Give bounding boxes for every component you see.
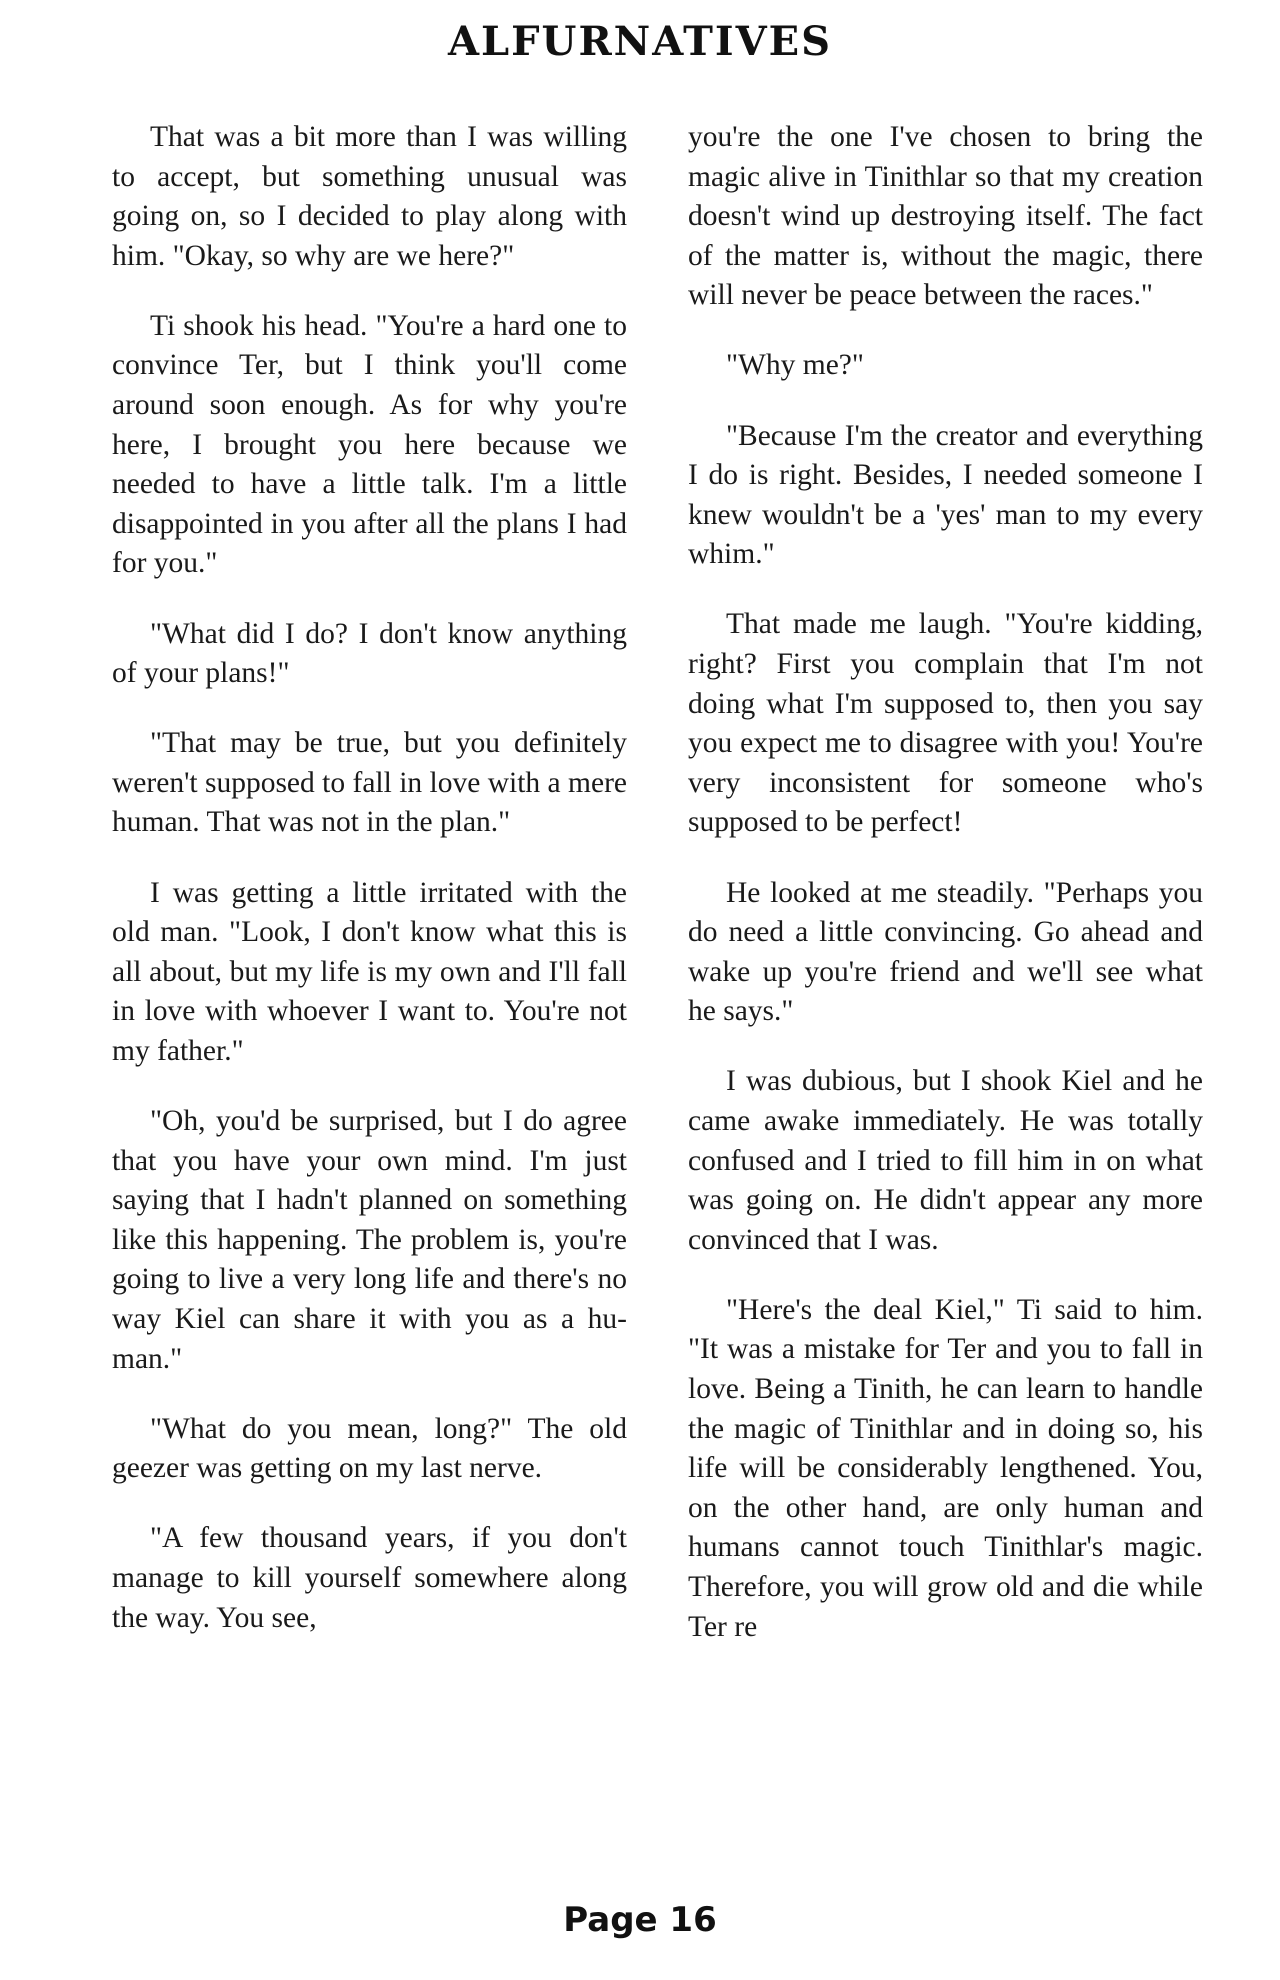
- page-title: ALFURNATIVES: [448, 18, 832, 65]
- paragraph: "What do you mean, long?" The old geezer was getting on my last nerve.: [112, 1412, 627, 1485]
- paragraph: That was a bit more than I was willing to accept, but something unusual was going on, so I decided to play along with him. "Okay, so why are we here?": [112, 121, 627, 272]
- paragraph: That made me laugh. "You're kidding, right? First you complain that I'm not doing what I'm supposed to, then you say you expect me to disagree with you! You're very inconsistent for someone who's supposed to be perfect!: [688, 608, 1203, 839]
- right-column: [688, 118, 1203, 1678]
- paragraph: He looked at me steadily. "Perhaps you do need a little convincing. Go ahead and wake up you're friend and we'll see what he says.": [688, 876, 1203, 1028]
- paragraph: "That may be true, but you definitely weren't supposed to fall in love with a mere human. That was not in the plan.": [112, 727, 627, 839]
- paragraph: "A few thousand years, if you don't manage to kill yourself somewhere along the way. You see,: [112, 1522, 627, 1634]
- paragraph: "Because I'm the creator and everything I do is right. Besides, I needed someone I knew wouldn't be a 'yes' man to my every whim.": [688, 419, 1203, 571]
- paragraph: I was getting a little irritated with the old man. "Look, I don't know what this is all about, but my life is my own and I'll fall in love with whoever I want to. You're not my father.": [112, 876, 627, 1067]
- paragraph: "Here's the deal Kiel," Ti said to him. "It was a mistake for Ter and you to fall in love. Being a Tinith, he can learn to handle the magic of Tinithlar and in doing so, his life will be considerably lengthened. You, on the other hand, are only human and humans cannot touch Tinithlar's magic. Therefore, you will grow old and die while Ter re: [688, 1293, 1203, 1643]
- page-number: Page 16: [563, 1900, 717, 1940]
- paragraph: Ti shook his head. "You're a hard one to convince Ter, but I think you'll come around soon enough. As for why you're here, I brought you here because we needed to have a little talk. I'm a little disappointed in you after all the plans I had for you.": [112, 309, 627, 580]
- paragraph: I was dubious, but I shook Kiel and he came awake immediately. He was totally confused and I tried to fill him in on what was going on. He didn't appear any more convinced that I was.: [688, 1065, 1203, 1256]
- paragraph: "Oh, you'd be surprised, but I do agree that you have your own mind. I'm just saying that I hadn't planned on something like this happening. The problem is, you're going to live a very long life and there's no way Kiel can share it with you as a human.": [112, 1104, 627, 1375]
- paragraph: "What did I do? I don't know anything of your plans!": [112, 617, 627, 690]
- left-column: [112, 118, 627, 1669]
- paragraph: "Why me?": [726, 349, 864, 382]
- paragraph-continued: you're the one I've chosen to bring the magic alive in Tinithlar so that my creation doesn't wind up destroying itself. The fact of the matter is, without the magic, there will never be peace between the races.": [688, 121, 1203, 312]
